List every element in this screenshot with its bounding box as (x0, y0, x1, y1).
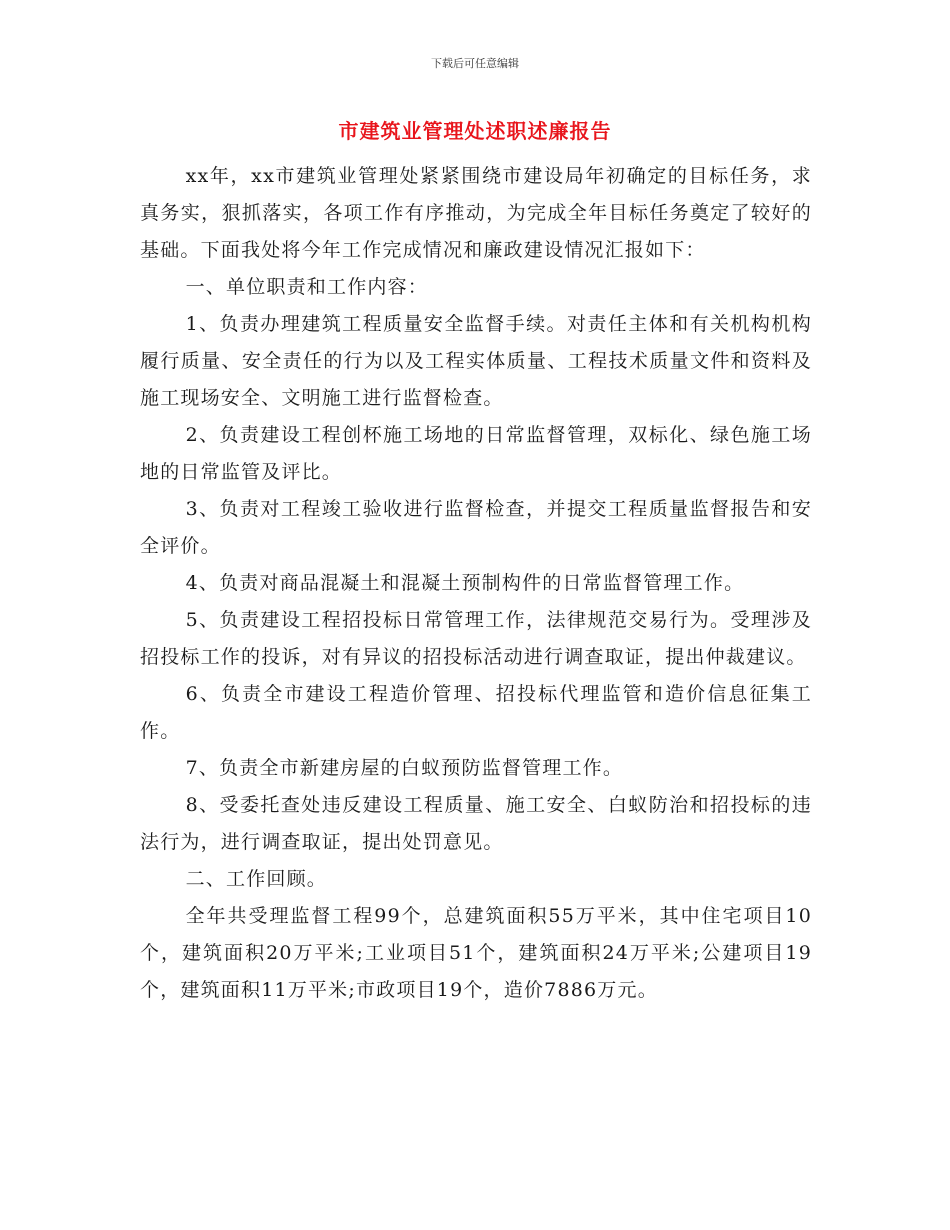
document-title: 市建筑业管理处述职述廉报告 (338, 119, 612, 143)
paragraph-duty-8: 8、受委托查处违反建设工程质量、施工安全、白蚁防治和招投标的违法行为，进行调查取证，提出处罚意见。 (140, 794, 812, 853)
paragraph-intro: xx年，xx市建筑业管理处紧紧围绕市建设局年初确定的目标任务，求真务实，狠抓落实，各项工作有序推动，为完成全年目标任务奠定了较好的基础。下面我处将今年工作完成情况和廉政建设情况汇报如下： (140, 165, 812, 261)
paragraph-duty-5: 5、负责建设工程招投标日常管理工作，法律规范交易行为。受理涉及招投标工作的投诉，对有异议的招投标活动进行调查取证，提出仲裁建议。 (140, 609, 812, 668)
section-heading-review: 二、工作回顾。 (185, 868, 327, 890)
paragraph-duty-4: 4、负责对商品混凝土和混凝土预制构件的日常监督管理工作。 (185, 572, 745, 594)
section-heading-duties: 一、单位职责和工作内容： (185, 276, 428, 298)
paragraph-duty-1: 1、负责办理建筑工程质量安全监督手续。对责任主体和有关机构机构履行质量、安全责任的行为以及工程实体质量、工程技术质量文件和资料及施工现场安全、文明施工进行监督检查。 (140, 313, 812, 409)
header-note: 下载后可任意编辑 (431, 57, 519, 70)
paragraph-duty-6: 6、负责全市建设工程造价管理、招投标代理监管和造价信息征集工作。 (140, 683, 812, 742)
paragraph-duty-2: 2、负责建设工程创杯施工场地的日常监督管理，双标化、绿色施工场地的日常监管及评比。 (140, 424, 812, 483)
paragraph-review: 全年共受理监督工程99个，总建筑面积55万平米，其中住宅项目10个，建筑面积20万平米;工业项目51个，建筑面积24万平米;公建项目19个，建筑面积11万平米;市政项目19个，造价7886万元。 (140, 905, 812, 1001)
paragraph-duty-3: 3、负责对工程竣工验收进行监督检查，并提交工程质量监督报告和安全评价。 (140, 498, 812, 557)
paragraph-duty-7: 7、负责全市新建房屋的白蚁预防监督管理工作。 (185, 757, 624, 779)
document-body (140, 158, 812, 1009)
